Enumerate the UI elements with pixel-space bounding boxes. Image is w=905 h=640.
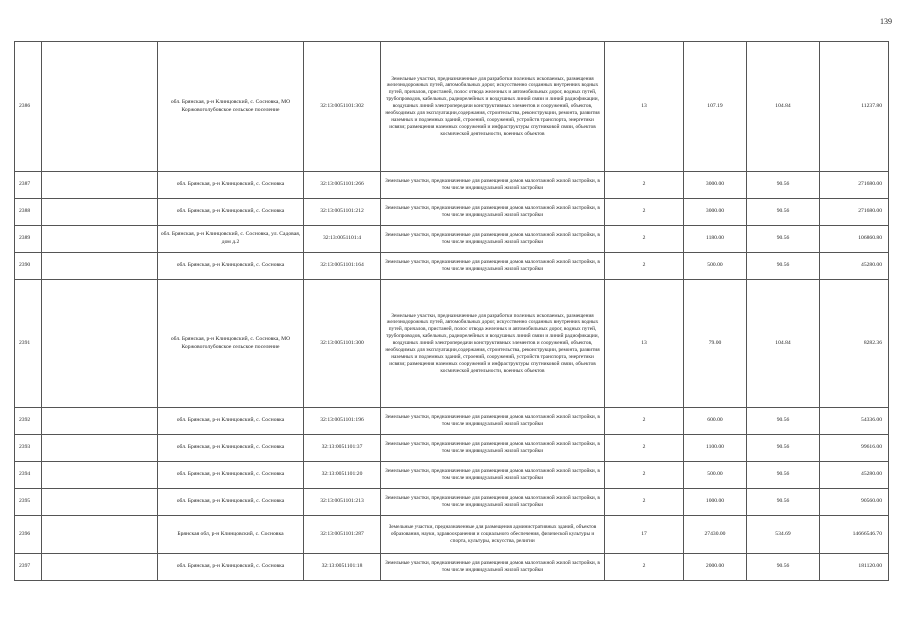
row-number: 2387: [15, 172, 42, 199]
cadastral-number-cell: 32:13:0051101:266: [304, 172, 381, 199]
area-cell: 3000.00: [684, 172, 747, 199]
rate-cell: 104.84: [747, 42, 820, 172]
use-code-cell: 2: [605, 408, 684, 435]
area-cell: 500.00: [684, 253, 747, 280]
use-code-cell: 2: [605, 226, 684, 253]
cadastral-value-cell: 45280.00: [820, 462, 889, 489]
empty-cell: [42, 199, 158, 226]
cadastral-number-cell: 32:13:0051101:300: [304, 280, 381, 408]
cadastral-value-cell: 14666546.70: [820, 516, 889, 554]
use-code-cell: 2: [605, 554, 684, 581]
rate-cell: 104.84: [747, 280, 820, 408]
row-number: 2392: [15, 408, 42, 435]
cadastral-value-cell: 8282.36: [820, 280, 889, 408]
table-row: [15, 489, 889, 516]
row-number: 2391: [15, 280, 42, 408]
area-cell: 1000.00: [684, 489, 747, 516]
use-code-cell: 2: [605, 253, 684, 280]
land-use-cell: Земельные участки, предназначенные для размещения домов малоэтажной жилой застройки, в том числе индивидуальной жилой застройки: [381, 554, 605, 581]
row-number: 2394: [15, 462, 42, 489]
row-number: 2397: [15, 554, 42, 581]
area-cell: 2000.00: [684, 554, 747, 581]
table-row: [15, 516, 889, 554]
land-use-cell: Земельные участки, предназначенные для размещения домов малоэтажной жилой застройки, в том числе индивидуальной жилой застройки: [381, 489, 605, 516]
address-cell: обл. Брянская, р-н Клинцовский, с. Сосновка: [158, 199, 304, 226]
address-cell: обл. Брянская, р-н Клинцовский, с. Сосновка: [158, 435, 304, 462]
address-cell: обл. Брянская, р-н Клинцовский, с. Сосновка: [158, 554, 304, 581]
area-cell: 107.19: [684, 42, 747, 172]
use-code-cell: 13: [605, 42, 684, 172]
address-cell: обл. Брянская, р-н Клинцовский, с. Сосновка, МО Коржовоголубовское сельское поселение: [158, 280, 304, 408]
land-use-cell: Земельные участки, предназначенные для разработки полезных ископаемых, размещения железнодорожных путей, автомобильных дорог, искусственно созданных внутренних водных путей, причалов, пристаней, полос отвода железных и автомобильных дорог, водных путей, трубопроводов, кабельных, радиорелейных и воздушных линий связи и линий радиофикации, воздушных линий электропередачи конструктивных элементов и сооружений, объектов, необходимых для эксплуатации,содержания, строительства, реконструкции, ремонта, развития наземных и подземных зданий, строений, сооружений, устройств транспорта, энергетики исвязи; размещения наземных сооружений и инфраструктуры спутниковой связи, объектов космической деятельности, военных объектов: [381, 280, 605, 408]
row-number: 2393: [15, 435, 42, 462]
cadastral-value-cell: 271680.00: [820, 172, 889, 199]
address-cell: Брянская обл, р-н Клинцовский, с. Сосновка: [158, 516, 304, 554]
table-row: [15, 199, 889, 226]
empty-cell: [42, 462, 158, 489]
rate-cell: 90.56: [747, 554, 820, 581]
rate-cell: 90.56: [747, 489, 820, 516]
land-use-cell: Земельные участки, предназначенные для размещения домов малоэтажной жилой застройки, в том числе индивидуальной жилой застройки: [381, 172, 605, 199]
cadastral-number-cell: 32:13:0051101:302: [304, 42, 381, 172]
land-use-cell: Земельные участки, предназначенные для размещения домов малоэтажной жилой застройки, в том числе индивидуальной жилой застройки: [381, 199, 605, 226]
cadastral-value-cell: 271680.00: [820, 199, 889, 226]
area-cell: 27430.00: [684, 516, 747, 554]
cadastral-value-cell: 99616.00: [820, 435, 889, 462]
use-code-cell: 17: [605, 516, 684, 554]
cadastral-value-cell: 181120.00: [820, 554, 889, 581]
table-row: [15, 226, 889, 253]
empty-cell: [42, 42, 158, 172]
table-row: [15, 435, 889, 462]
use-code-cell: 2: [605, 172, 684, 199]
cadastral-number-cell: 32:13:0051101:20: [304, 462, 381, 489]
page-number: 139: [880, 17, 892, 26]
table-row: [15, 280, 889, 408]
area-cell: 600.00: [684, 408, 747, 435]
table-row: [15, 462, 889, 489]
cadastral-value-cell: 11237.80: [820, 42, 889, 172]
rate-cell: 90.56: [747, 172, 820, 199]
cadastral-value-cell: 106860.80: [820, 226, 889, 253]
land-use-cell: Земельные участки, предназначенные для размещения домов малоэтажной жилой застройки, в том числе индивидуальной жилой застройки: [381, 253, 605, 280]
land-use-cell: Земельные участки, предназначенные для размещения домов малоэтажной жилой застройки, в том числе индивидуальной жилой застройки: [381, 435, 605, 462]
rate-cell: 90.56: [747, 199, 820, 226]
land-use-cell: Земельные участки, предназначенные для разработки полезных ископаемых, размещения железнодорожных путей, автомобильных дорог, искусственно созданных внутренних водных путей, причалов, пристаней, полос отвода железных и автомобильных дорог, водных путей, трубопроводов, кабельных, радиорелейных и воздушных линий связи и линий радиофикации, воздушных линий электропередачи конструктивных элементов и сооружений, объектов, необходимых для эксплуатации,содержания, строительства, реконструкции, ремонта, развития наземных и подземных зданий, строений, сооружений, устройств транспорта, энергетики исвязи; размещения наземных сооружений и инфраструктуры спутниковой связи, объектов космической деятельности, военных объектов: [381, 42, 605, 172]
cadastral-number-cell: 32:13:0051101:18: [304, 554, 381, 581]
land-use-cell: Земельные участки, предназначенные для размещения административных зданий, объектов образования, науки, здравоохранения и социального обеспечения, физической культуры и спорта, культуры, искусства, религии: [381, 516, 605, 554]
cadastral-number-cell: 32:13:0051101:4: [304, 226, 381, 253]
land-registry-table: [14, 41, 889, 581]
area-cell: 1100.00: [684, 435, 747, 462]
row-number: 2388: [15, 199, 42, 226]
area-cell: 1180.00: [684, 226, 747, 253]
empty-cell: [42, 280, 158, 408]
rate-cell: 90.56: [747, 462, 820, 489]
empty-cell: [42, 253, 158, 280]
row-number: 2396: [15, 516, 42, 554]
empty-cell: [42, 516, 158, 554]
table-row: [15, 408, 889, 435]
cadastral-number-cell: 32:13:0051101:213: [304, 489, 381, 516]
land-use-cell: Земельные участки, предназначенные для размещения домов малоэтажной жилой застройки, в том числе индивидуальной жилой застройки: [381, 462, 605, 489]
address-cell: обл. Брянская, р-н Клинцовский, с. Сосновка: [158, 172, 304, 199]
empty-cell: [42, 172, 158, 199]
empty-cell: [42, 554, 158, 581]
land-use-cell: Земельные участки, предназначенные для размещения домов малоэтажной жилой застройки, в том числе индивидуальной жилой застройки: [381, 408, 605, 435]
table-row: [15, 42, 889, 172]
address-cell: обл. Брянская, р-н Клинцовский, с. Сосновка: [158, 253, 304, 280]
cadastral-number-cell: 32:13:0051101:287: [304, 516, 381, 554]
use-code-cell: 2: [605, 435, 684, 462]
area-cell: 3000.00: [684, 199, 747, 226]
rate-cell: 90.56: [747, 435, 820, 462]
use-code-cell: 13: [605, 280, 684, 408]
cadastral-value-cell: 90560.00: [820, 489, 889, 516]
cadastral-number-cell: 32:13:0051101:37: [304, 435, 381, 462]
address-cell: обл. Брянская, р-н Клинцовский, с. Сосновка: [158, 489, 304, 516]
table-row: [15, 554, 889, 581]
use-code-cell: 2: [605, 489, 684, 516]
empty-cell: [42, 435, 158, 462]
rate-cell: 90.56: [747, 226, 820, 253]
land-use-cell: Земельные участки, предназначенные для размещения домов малоэтажной жилой застройки, в том числе индивидуальной жилой застройки: [381, 226, 605, 253]
row-number: 2390: [15, 253, 42, 280]
rate-cell: 534.69: [747, 516, 820, 554]
address-cell: обл. Брянская, р-н Клинцовский, с. Сосновка, МО Коржовоголубовское сельское поселение: [158, 42, 304, 172]
table-row: [15, 253, 889, 280]
row-number: 2386: [15, 42, 42, 172]
address-cell: обл. Брянская, р-н Клинцовский, с. Сосновка: [158, 462, 304, 489]
empty-cell: [42, 408, 158, 435]
area-cell: 500.00: [684, 462, 747, 489]
row-number: 2395: [15, 489, 42, 516]
use-code-cell: 2: [605, 462, 684, 489]
cadastral-value-cell: 54336.00: [820, 408, 889, 435]
cadastral-number-cell: 32:13:0051101:212: [304, 199, 381, 226]
address-cell: обл. Брянская, р-н Клинцовский, с. Сосновка, ул. Садовая, дом д.2: [158, 226, 304, 253]
address-cell: обл. Брянская, р-н Клинцовский, с. Сосновка: [158, 408, 304, 435]
rate-cell: 90.56: [747, 408, 820, 435]
empty-cell: [42, 226, 158, 253]
empty-cell: [42, 489, 158, 516]
use-code-cell: 2: [605, 199, 684, 226]
cadastral-value-cell: 45280.00: [820, 253, 889, 280]
table-row: [15, 172, 889, 199]
area-cell: 79.00: [684, 280, 747, 408]
row-number: 2389: [15, 226, 42, 253]
cadastral-number-cell: 32:13:0051101:164: [304, 253, 381, 280]
cadastral-number-cell: 32:13:0051101:196: [304, 408, 381, 435]
rate-cell: 90.56: [747, 253, 820, 280]
